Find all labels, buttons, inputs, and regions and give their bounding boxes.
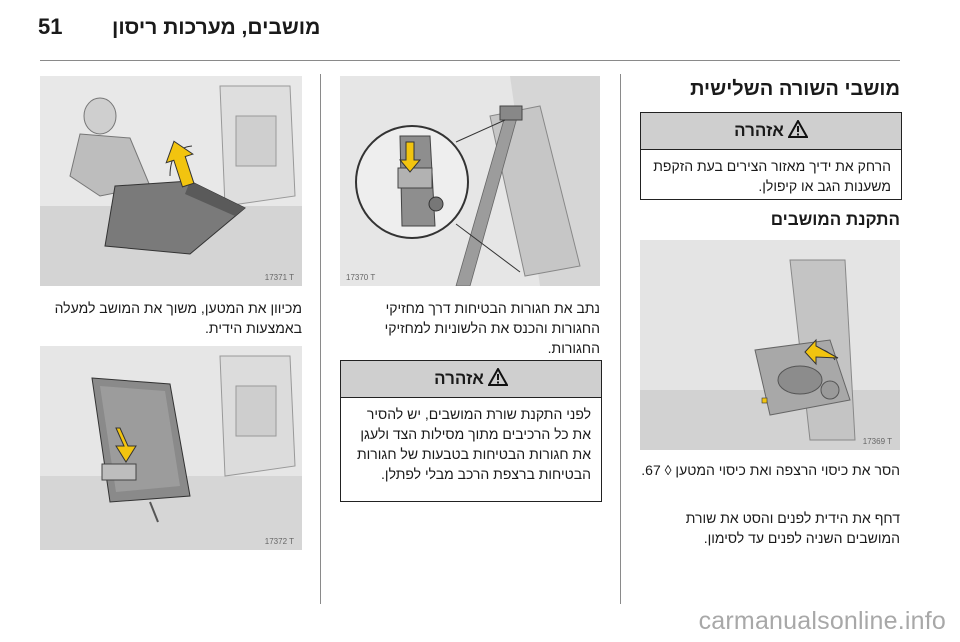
caption-route-belts: נתב את חגורות הבטיחות דרך מחזיקי החגורות והכנס את הלשוניות למחזיקי החגורות. (384, 300, 600, 356)
warning-text: לפני התקנת שורת המושבים, יש להסיר את כל הרכיבים מתוך מסילות הצד ולעגן את חגורות הבטיחות בטבעות של חגורות הבטיחות ברצפת הרכב מבלי לפתלן. (356, 406, 591, 482)
photo-belt-holder (340, 76, 600, 286)
photo-code: 17370 T (346, 273, 376, 282)
warning-box-installation (340, 360, 602, 502)
column-divider-left (320, 74, 321, 604)
page-number: 51 (38, 14, 63, 39)
photo-seat-release-handle (640, 240, 900, 450)
warning-triangle-icon (788, 120, 808, 143)
page-header-title: מושבים, מערכות ריסון (112, 16, 321, 39)
warning-title: אזהרה (434, 369, 484, 388)
warning-header (341, 361, 601, 398)
column-divider-right (620, 74, 621, 604)
caption-push-handle: דחף את הידית לפנים והסט את שורת המושבים השניה לפנים עד לסימון. (685, 510, 900, 546)
warning-triangle-icon (488, 368, 508, 391)
photo-pull-seat-up (40, 76, 302, 286)
caption-remove-covers: הסר את כיסוי הרצפה ואת כיסוי המטען ◊ 67. (641, 462, 900, 478)
warning-text: הרחק את ידיך מאזור הצירים בעת הזקפת משענות הגב או קיפולן. (653, 158, 891, 194)
section-title: מושבי השורה השלישית (690, 78, 900, 100)
subsection-title: התקנת המושבים (770, 210, 900, 229)
warning-box-hinges (640, 112, 902, 200)
photo-code: 17372 T (264, 537, 294, 546)
header-rule (40, 60, 900, 61)
photo-code: 17371 T (264, 273, 294, 282)
photo-code: 17369 T (862, 437, 892, 446)
warning-title: אזהרה (734, 121, 784, 140)
watermark: carmanualsonline.info (698, 607, 946, 635)
photo-lower-seat (40, 346, 302, 550)
caption-pull-seat: מכיוון את המטען, משוך את המושב למעלה באמצעות הידית. (54, 300, 302, 336)
warning-header (641, 113, 901, 150)
